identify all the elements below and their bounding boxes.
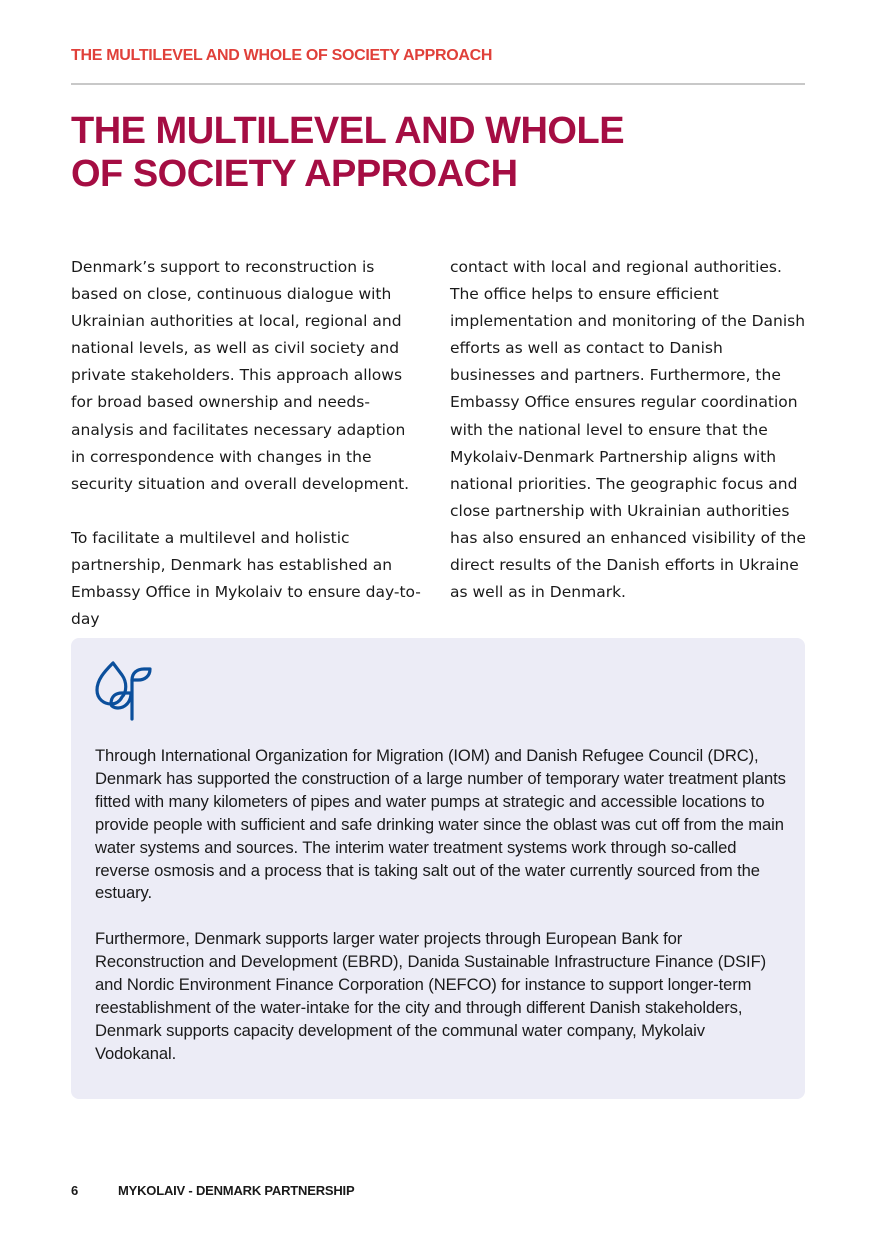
page-title [71, 110, 721, 196]
body-paragraph: To facilitate a multilevel and holistic partnership, Denmark has established an Embassy Office in Mykolaiv to ensure day-to-day [71, 528, 421, 629]
callout-paragraph: Through International Organization for Migration (IOM) and Danish Refugee Council (DRC), Denmark has supported the construction of a large number of temporary water treatment plants fitted with many kilometers of pipes and water pumps at strategic and accessible locations to provide people with sufficient and safe drinking water since the oblast was cut off from the main water systems and sources. The interim water treatment systems work through so-called reverse osmosis and a process that is taking salt out of the water currently sourced from the estuary. [95, 746, 786, 903]
page-title-line-2: OF SOCIETY APPROACH [71, 153, 518, 195]
body-column-left [71, 254, 423, 633]
plant-sprout-icon [94, 660, 154, 722]
footer-publication-title: MYKOLAIV - DENMARK PARTNERSHIP [118, 1183, 355, 1198]
body-paragraph: contact with local and regional authorities. The office helps to ensure efficient implementation and monitoring of the Danish efforts as well as contact to Danish businesses and partners. Furthermore, the Embassy Office ensures regular coordination with the national level to ensure that the Mykolaiv-Denmark Partnership aligns with national priorities. The geographic focus and close partnership with Ukrainian authorities has also ensured an enhanced visibility of the direct results of the Danish efforts in Ukraine as well as in Denmark. [450, 258, 806, 602]
running-head: THE MULTILEVEL AND WHOLE OF SOCIETY APPROACH [71, 47, 493, 64]
body-column-right [450, 254, 806, 606]
page-title-line-1: THE MULTILEVEL AND WHOLE [71, 110, 625, 152]
header-divider [71, 83, 805, 85]
callout-paragraph: Furthermore, Denmark supports larger water projects through European Bank for Reconstruction and Development (EBRD), Danida Sustainable Infrastructure Finance (DSIF) and Nordic Environment Finance Corporation (NEFCO) for instance to support longer-term reestablishment of the water-intake for the city and through different Danish stakeholders, Denmark supports capacity development of the communal water company, Mykolaiv Vodokanal. [95, 929, 767, 1063]
page-number: 6 [71, 1183, 79, 1198]
callout-box [71, 638, 805, 1099]
body-paragraph: Denmark’s support to reconstruction is based on close, continuous dialogue with Ukrainian authorities at local, regional and national levels, as well as civil society and private stakeholders. This approach allows for broad based ownership and needs-analysis and facilitates necessary adaption in correspondence with changes in the security situation and overall development. [71, 258, 410, 493]
callout-text [95, 745, 787, 1066]
